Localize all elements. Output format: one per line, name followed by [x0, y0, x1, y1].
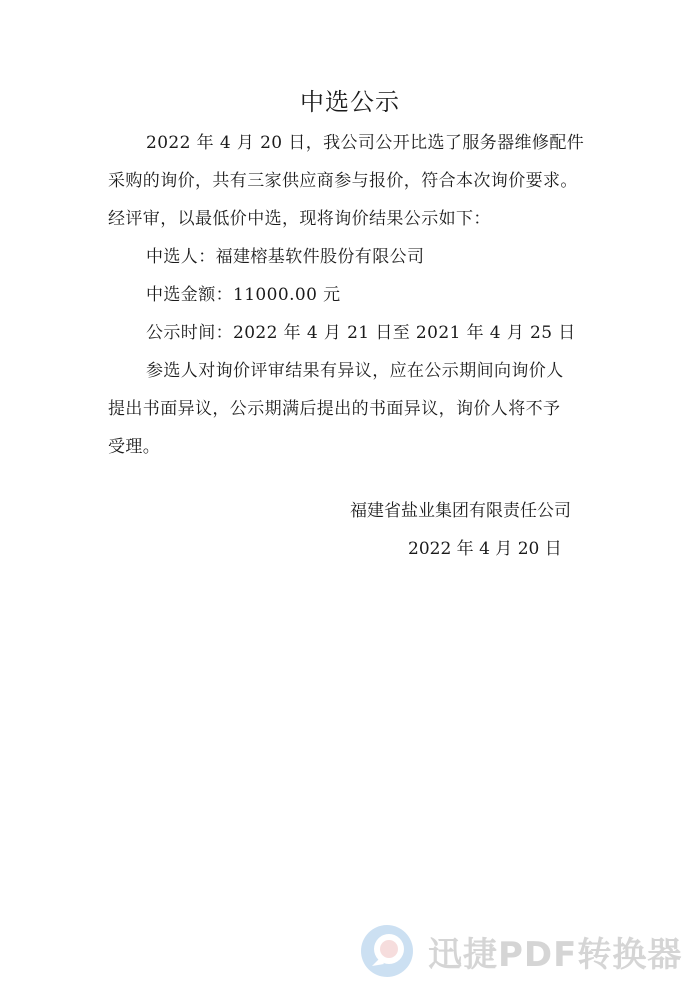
winner-line: 中选人：福建榕基软件股份有限公司: [146, 247, 425, 267]
paragraph-line: 提出书面异议，公示期满后提出的书面异议，询价人将不予: [108, 399, 561, 419]
chat-bubble-logo-icon: [358, 922, 416, 980]
document-title: 中选公示: [300, 88, 400, 116]
notice-period-line: 公示时间：2022 年 4 月 21 日至 2021 年 4 月 25 日: [146, 323, 576, 343]
paragraph-line: 2022 年 4 月 20 日，我公司公开比选了服务器维修配件: [146, 133, 585, 153]
signature-company: 福建省盐业集团有限责任公司: [350, 501, 571, 521]
paragraph-line: 参选人对询价评审结果有异议，应在公示期间向询价人: [146, 361, 564, 381]
watermark: [358, 920, 688, 982]
paragraph-line: 采购的询价，共有三家供应商参与报价，符合本次询价要求。: [108, 171, 578, 191]
paragraph-line: 经评审，以最低价中选，现将询价结果公示如下：: [108, 209, 491, 229]
paragraph-line: 受理。: [108, 437, 161, 457]
amount-line: 中选金额：11000.00 元: [146, 285, 341, 305]
watermark-text: 迅捷PDF转换器: [428, 934, 683, 975]
signature-date: 2022 年 4 月 20 日: [408, 539, 562, 559]
